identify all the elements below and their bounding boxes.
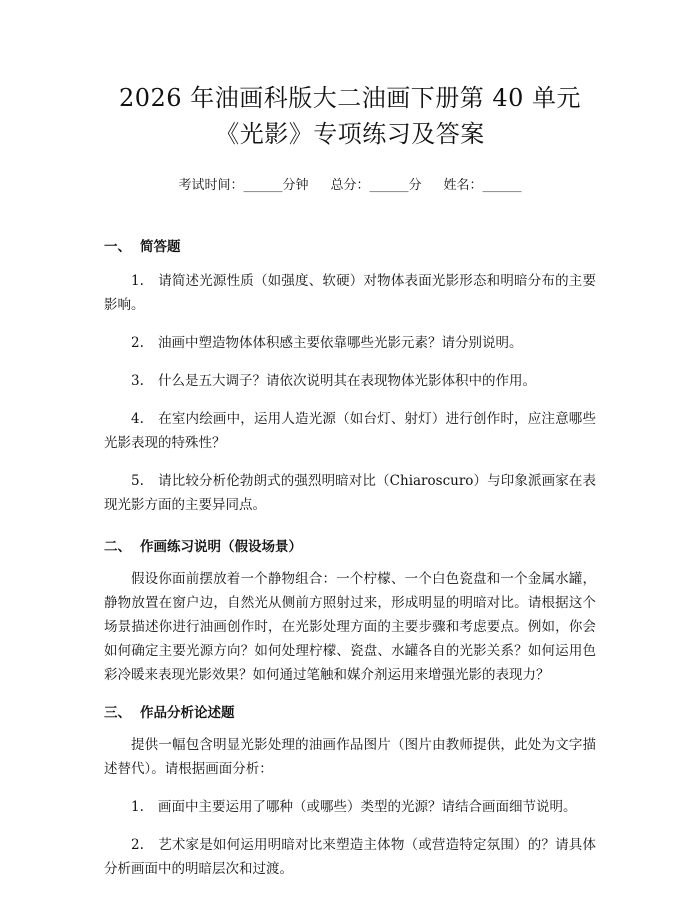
section-paragraph: 提供一幅包含明显光影处理的油画作品图片（图片由教师提供，此处为文字描述替代）。请根据画面分析： bbox=[104, 737, 596, 777]
question-item bbox=[104, 407, 596, 455]
section-number: 二、 bbox=[104, 539, 131, 555]
section-heading-painting-exercise bbox=[104, 535, 596, 555]
title-line-1: 2026 年油画科版大二油画下册第 40 单元 bbox=[118, 84, 581, 112]
question-item bbox=[104, 795, 596, 819]
section-heading-short-answer bbox=[104, 235, 596, 255]
section-title: 简答题 bbox=[140, 239, 181, 255]
title-line-2: 《光影》专项练习及答案 bbox=[215, 120, 485, 148]
section-heading-work-analysis bbox=[104, 701, 596, 721]
question-text: 请简述光源性质（如强度、软硬）对物体表面光影形态和明暗分布的主要影响。 bbox=[104, 273, 596, 313]
question-item bbox=[104, 833, 596, 881]
question-number: 2. bbox=[131, 335, 144, 351]
question-number: 5. bbox=[131, 473, 144, 489]
question-list-short-answer bbox=[104, 269, 596, 517]
question-text: 请比较分析伦勃朗式的强烈明暗对比（Chiaroscuro）与印象派画家在表现光影方面的主要异同点。 bbox=[104, 473, 596, 513]
section-title: 作品分析论述题 bbox=[140, 705, 235, 721]
section-paragraph: 假设你面前摆放着一个静物组合：一个柠檬、一个白色瓷盘和一个金属水罐，静物放置在窗户边，自然光从侧前方照射过来，形成明显的明暗对比。请根据这个场景描述你进行油画创作时，在光影处理方面的主要步骤和考虑要点。例如，你会如何确定主要光源方向？如何处理柠檬、瓷盘、水罐各自的光影关系？如何运用色彩冷暖来表现光影效果？如何通过笔触和媒介剂运用来增强光影的表现力？ bbox=[104, 571, 596, 683]
question-text: 在室内绘画中，运用人造光源（如台灯、射灯）进行创作时，应注意哪些光影表现的特殊性？ bbox=[104, 411, 596, 451]
question-item bbox=[104, 369, 596, 393]
question-text: 油画中塑造物体体积感主要依靠哪些光影元素？请分别说明。 bbox=[158, 335, 523, 351]
student-name-field: 姓名：______ bbox=[443, 178, 522, 193]
question-item bbox=[104, 331, 596, 355]
document-title bbox=[104, 80, 596, 152]
question-number: 1. bbox=[131, 799, 144, 815]
question-text: 画面中主要运用了哪种（或哪些）类型的光源？请结合画面细节说明。 bbox=[158, 799, 577, 815]
section-number: 三、 bbox=[104, 705, 131, 721]
exam-time-field: 考试时间：______分钟 bbox=[178, 178, 309, 193]
exam-meta bbox=[104, 174, 596, 193]
question-item bbox=[104, 269, 596, 317]
total-score-field: 总分：______分 bbox=[330, 178, 422, 193]
question-number: 2. bbox=[131, 837, 144, 853]
question-number: 4. bbox=[131, 411, 144, 427]
question-number: 1. bbox=[131, 273, 144, 289]
question-text: 什么是五大调子？请依次说明其在表现物体光影体积中的作用。 bbox=[158, 373, 536, 389]
question-number: 3. bbox=[131, 373, 144, 389]
section-title: 作画练习说明（假设场景） bbox=[140, 539, 302, 555]
section-number: 一、 bbox=[104, 239, 131, 255]
question-list-work-analysis bbox=[104, 795, 596, 881]
question-text: 艺术家是如何运用明暗对比来塑造主体物（或营造特定氛围）的？请具体分析画面中的明暗层次和过渡。 bbox=[104, 837, 596, 877]
question-item bbox=[104, 469, 596, 517]
